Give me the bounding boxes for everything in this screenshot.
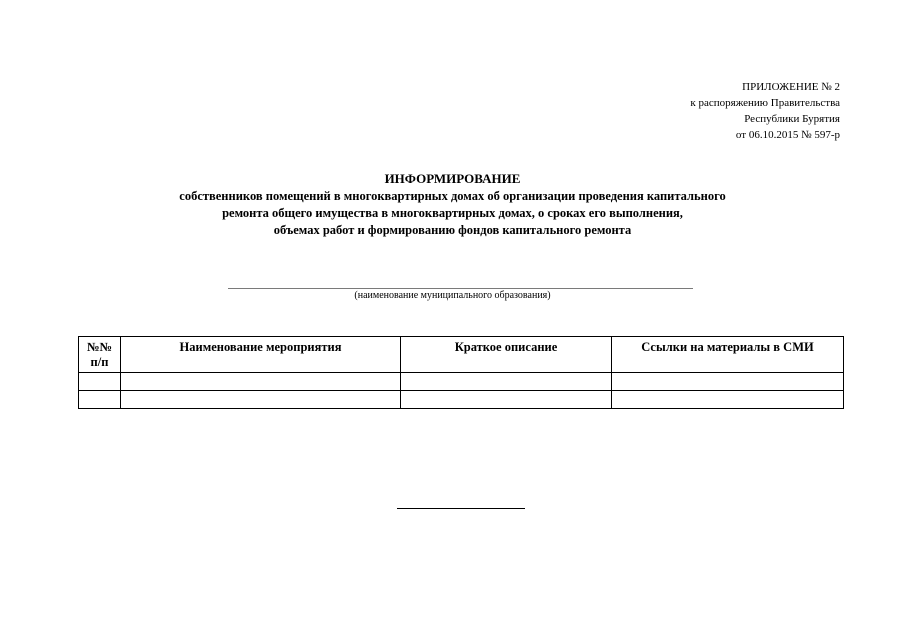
header-number (79, 337, 121, 373)
table-cell[interactable] (401, 391, 612, 409)
appendix-republic-line: Республики Бурятия (744, 113, 840, 125)
header-event-name: Наименование мероприятия (121, 337, 401, 373)
table-cell[interactable] (612, 373, 844, 391)
table-cell[interactable] (121, 373, 401, 391)
table-cell[interactable] (401, 373, 612, 391)
table-header-row (79, 337, 844, 373)
document-subtitle-line-2: ремонта общего имущества в многоквартирных домах, о сроках его выполнения, (222, 206, 683, 220)
table-cell[interactable] (121, 391, 401, 409)
header-number-line-1: №№ (86, 340, 113, 354)
table-row (79, 373, 844, 391)
appendix-order-line: к распоряжению Правительства (690, 97, 840, 109)
header-description: Краткое описание (401, 337, 612, 373)
appendix-date-number: от 06.10.2015 № 597-р (735, 129, 840, 141)
document-title: ИНФОРМИРОВАНИЕ (384, 171, 521, 186)
table-cell[interactable] (79, 373, 121, 391)
appendix-title: ПРИЛОЖЕНИЕ № 2 (742, 81, 840, 93)
header-number-line-2: п/п (90, 355, 109, 369)
table-cell[interactable] (612, 391, 844, 409)
closing-line (397, 508, 525, 509)
table-row (79, 391, 844, 409)
document-title-block (0, 170, 905, 239)
municipality-caption: (наименование муниципального образования) (354, 290, 551, 301)
municipality-fill-line (228, 288, 693, 289)
appendix-block (690, 79, 840, 143)
table-cell[interactable] (79, 391, 121, 409)
document-subtitle-line-3: объемах работ и формированию фондов капитального ремонта (273, 223, 632, 237)
events-table (78, 336, 844, 409)
document-subtitle-line-1: собственников помещений в многоквартирных домах об организации проведения капитального (179, 189, 726, 203)
header-media-links: Ссылки на материалы в СМИ (612, 337, 844, 373)
